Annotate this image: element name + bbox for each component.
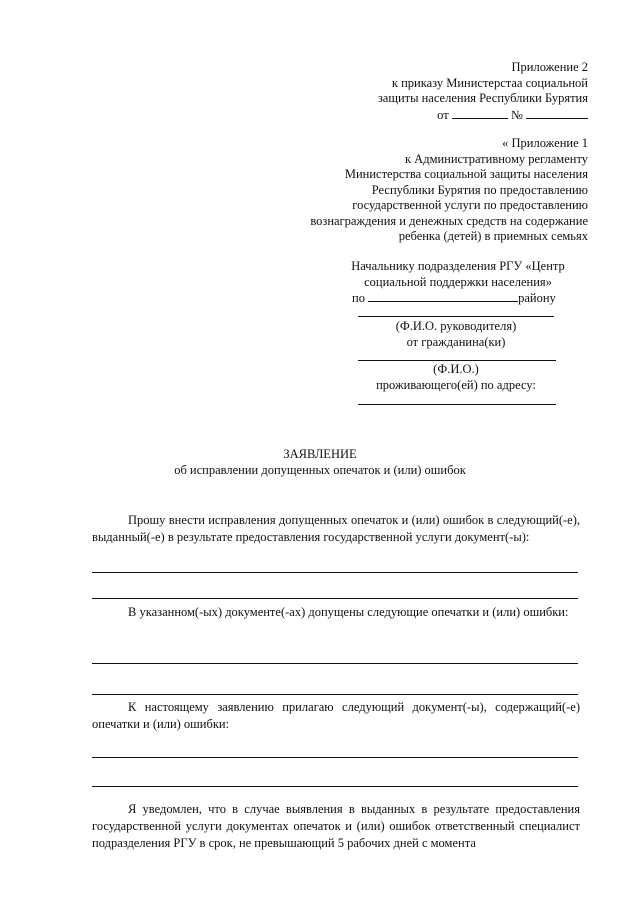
appendix-1-header — [310, 136, 588, 245]
paragraph-text: Прошу внести исправления допущенных опечаток и (или) ошибок в следующий(-е), выданный(-е) в результате предоставления государственной услуги документ(-ы): — [92, 513, 580, 544]
head-fio-block — [328, 318, 584, 350]
paragraph-attachments — [92, 699, 580, 733]
paragraph-notification — [92, 801, 580, 852]
appendix-1-title: « Приложение 1 — [502, 136, 588, 150]
head-fio-caption: (Ф.И.О. руководителя) — [395, 319, 517, 333]
appendix-1-line: вознаграждения и денежных средств на содержание — [310, 213, 588, 228]
number-sign: № — [510, 107, 523, 122]
appendix-1-line: к Административному регламенту — [404, 151, 588, 166]
appendix-2-date-line — [378, 107, 588, 124]
paragraph-errors — [92, 604, 580, 621]
appendix-2-ministry: защиты населения Республики Бурятия — [377, 91, 588, 105]
district-line — [330, 290, 586, 306]
fill-line — [92, 757, 578, 758]
paragraph-text: К настоящему заявлению прилагаю следующий документ(-ы), содержащий(-е) опечатки и (или) ошибки: — [92, 700, 580, 731]
fill-line — [92, 598, 578, 599]
residing-caption: проживающего(ей) по адресу: — [376, 378, 536, 392]
paragraph-text: В указанном(-ых) документе(-ах) допущены следующие опечатки и (или) ошибки: — [128, 605, 569, 619]
district-blank — [368, 290, 518, 302]
addressee-line: Начальнику подразделения РГУ «Центр — [351, 259, 565, 273]
appendix-1-line: ребенка (детей) в приемных семьях — [398, 229, 588, 243]
appendix-1-line: Министерства социальной защиты населения — [344, 167, 588, 181]
paragraph-text: Я уведомлен, что в случае выявления в выданных в результате предоставления государственной услуги документах опечаток и (или) ошибок ответственный специалист подразделения РГУ в срок, не превышающий 5 рабочих дней с момента — [92, 802, 580, 850]
head-fio-line — [358, 316, 554, 317]
appendix-2-title: Приложение 2 — [511, 60, 588, 74]
district-prefix: по — [352, 291, 365, 305]
appendix-1-line: Республики Бурятия по предоставлению — [371, 182, 588, 197]
addressee-line: социальной поддержки населения» — [364, 275, 552, 289]
fill-line — [92, 694, 578, 695]
document-subtitle: об исправлении допущенных опечаток и (или) ошибок — [174, 463, 466, 477]
date-blank — [452, 107, 508, 119]
date-prefix: от — [437, 107, 449, 122]
from-citizen: от гражданина(ки) — [406, 335, 506, 349]
document-title: ЗАЯВЛЕНИЕ — [283, 447, 357, 461]
citizen-fio-caption: (Ф.И.О.) — [433, 362, 479, 376]
citizen-fio-block — [328, 361, 584, 393]
district-label: району — [518, 291, 556, 305]
fill-line — [92, 786, 578, 787]
appendix-1-line: государственной услуги по предоставлению — [352, 198, 588, 212]
address-line — [358, 404, 556, 405]
appendix-2-header — [378, 60, 588, 123]
paragraph-documents — [92, 512, 580, 546]
appendix-2-order: к приказу Министерстаа социальной — [391, 75, 588, 90]
fill-line — [92, 663, 578, 664]
fill-line — [92, 572, 578, 573]
addressee-block — [330, 258, 586, 306]
number-blank — [526, 107, 588, 119]
